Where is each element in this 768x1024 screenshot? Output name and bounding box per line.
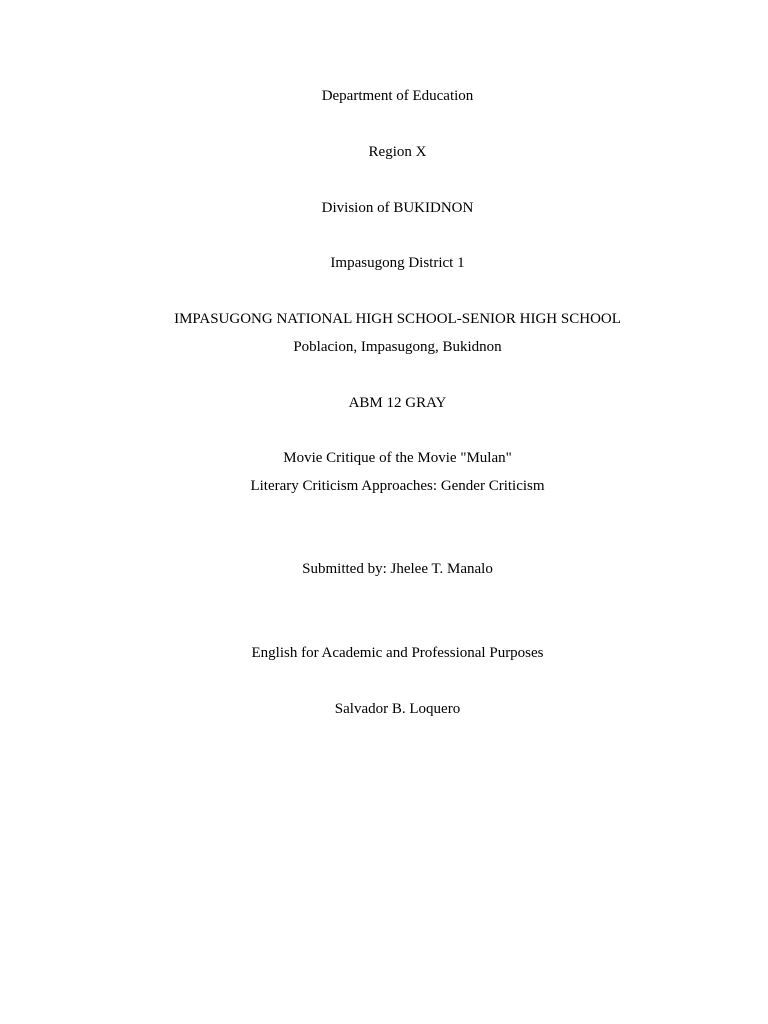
teacher-name: Salvador B. Loquero bbox=[334, 701, 461, 717]
region-heading: Region X bbox=[368, 144, 427, 160]
document-subtitle: Literary Criticism Approaches: Gender Criticism bbox=[250, 478, 545, 494]
school-address: Poblacion, Impasugong, Bukidnon bbox=[293, 339, 502, 355]
school-name: IMPASUGONG NATIONAL HIGH SCHOOL-SENIOR HIGH SCHOOL bbox=[174, 311, 621, 327]
department-heading: Department of Education bbox=[321, 88, 474, 104]
division-heading: Division of BUKIDNON bbox=[321, 200, 474, 216]
class-section: ABM 12 GRAY bbox=[348, 395, 447, 411]
document-title: Movie Critique of the Movie "Mulan" bbox=[283, 450, 512, 466]
subject-name: English for Academic and Professional Purposes bbox=[251, 645, 544, 661]
district-heading: Impasugong District 1 bbox=[330, 255, 465, 271]
submitted-by: Submitted by: Jhelee T. Manalo bbox=[302, 561, 493, 577]
